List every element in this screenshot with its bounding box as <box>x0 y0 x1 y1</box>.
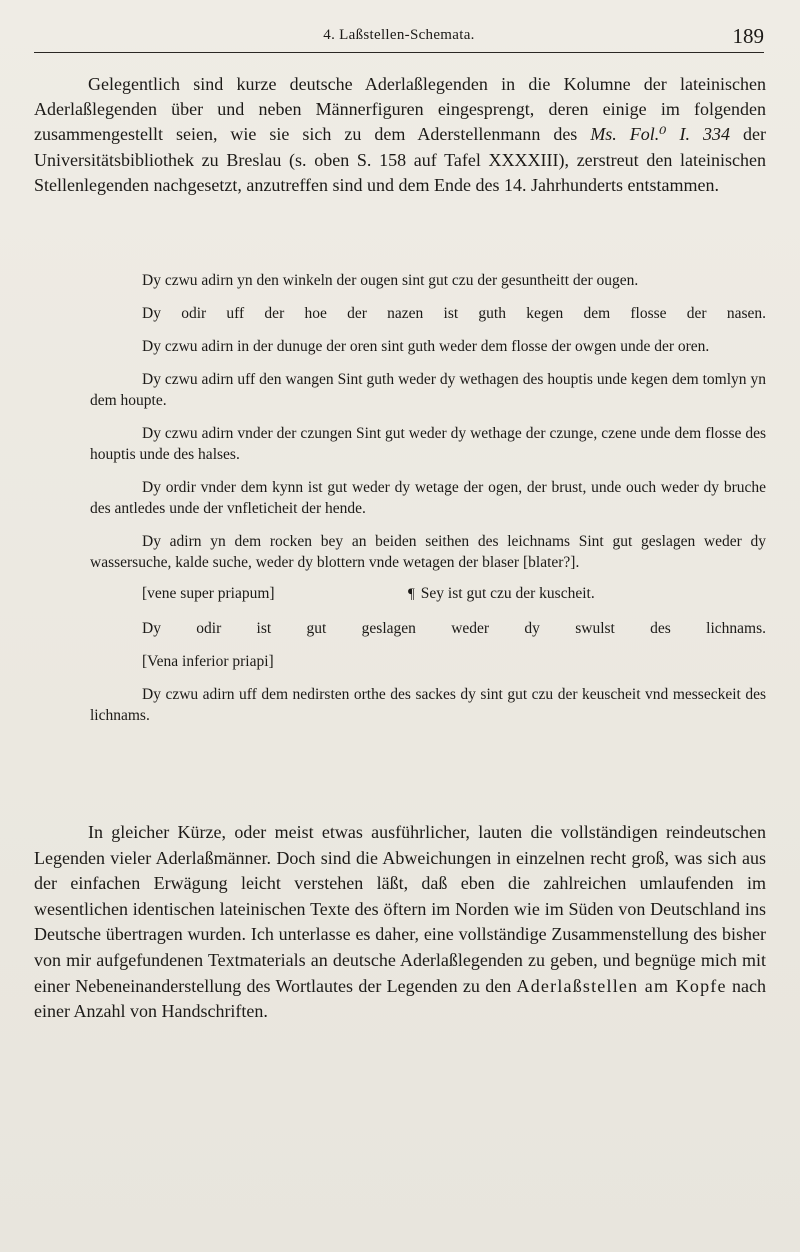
manuscript-reference: Ms. Fol.⁰ I. 334 <box>590 124 730 145</box>
legend-priapum-line <box>90 585 766 606</box>
legend-ears: Dy czwu adirn in der dunuge der oren sint guth weder dem flosse der owgen unde der oren. <box>142 338 710 355</box>
running-title: 4. Laßstellen-Schemata. <box>323 27 475 43</box>
legend-nose: Dy odir uff der hoe der nazen ist guth kegen dem flosse der nasen. <box>142 305 766 322</box>
body-text-2: nach einer Anzahl von Handschriften. <box>34 975 766 1022</box>
body-text-1: In gleicher Kürze, oder meist etwas ausführlicher, lauten die vollständigen reindeutschen Legenden vieler Aderlaßmänner. Doch sind die Abweichungen in einzelnen recht groß, was sich aus der einfachen Erwägung leicht verstehen läßt, daß eben die zahlreichen umlaufenden im wesentlichen identischen lateinischen Texte des öftern im Norden wie im Süden von Deutschland ins Deutsche übertragen wurden. Ich unterlasse es daher, eine vollständige Zusammenstellung des bisher von mir aufgefundenen Textmaterials an deutsche Aderlaßlegenden zu geben, und begnüge mich mit einer Nebeneinanderstellung des Wortlautes der Legenden zu den <box>34 822 766 996</box>
legend-back: Dy adirn yn dem rocken bey an beiden seithen des leichnams Sint gut geslagen weder dy wassersuche, kalde suche, weder dy blottern vnde wetagen der blaser [blater?]. <box>90 533 766 571</box>
page-header <box>34 18 764 53</box>
legend-label-vene-super-priapum: [vene super priapum] <box>142 585 275 602</box>
intro-text-2: der Universitätsbibliothek zu Breslau (s. oben S. 158 auf Tafel XXXXIII), zerstreut den lateinischen Stellenlegenden nachgesetzt, anzutreffen sind und dem Ende des 14. Jahrhunderts entstammen. <box>34 124 766 195</box>
body-spaced-text: Aderlaßstellen am Kopfe <box>516 975 727 996</box>
legend-kuscheit: Sey ist gut czu der kuscheit. <box>420 585 595 602</box>
legend-eyes: Dy czwu adirn yn den winkeln der ougen sint gut czu der gesuntheitt der ougen. <box>142 272 639 289</box>
legend-label-vena-inferior-priapi: [Vena inferior priapi] <box>142 653 274 670</box>
legend-chin: Dy ordir vnder dem kynn ist gut weder dy wetage der ogen, der brust, unde ouch weder dy bruche des antledes unde der vnfleticheit der hende. <box>90 479 766 517</box>
legend-cheeks: Dy czwu adirn uff den wangen Sint guth weder dy wethagen des houptis unde kegen dem tomlyn yn dem houpte. <box>90 371 766 409</box>
legend-list <box>90 270 766 738</box>
intro-paragraph <box>34 72 766 198</box>
body-paragraph <box>34 820 766 1025</box>
legend-priapum-text <box>408 585 595 603</box>
legend-tongue: Dy czwu adirn vnder der czungen Sint gut weder dy wethage der czunge, czene unde dem flosse des houptis unde des halses. <box>90 425 766 463</box>
legend-sack: Dy czwu adirn uff dem nedirsten orthe des sackes dy sint gut czu der keuscheit vnd messeckeit des lichnams. <box>90 686 766 724</box>
legend-swelling: Dy odir ist gut geslagen weder dy swulst des lichnams. <box>142 620 766 637</box>
intro-text-1: Gelegentlich sind kurze deutsche Aderlaßlegenden in die Kolumne der lateinischen Aderlaßlegenden über und neben Männerfiguren eingesprengt, deren einige im folgenden zusammengestellt seien, wie sie sich zu dem Aderstellenmann des <box>34 74 766 145</box>
page-number: 189 <box>732 24 764 48</box>
pilcrow-mark: ¶ <box>408 586 415 602</box>
